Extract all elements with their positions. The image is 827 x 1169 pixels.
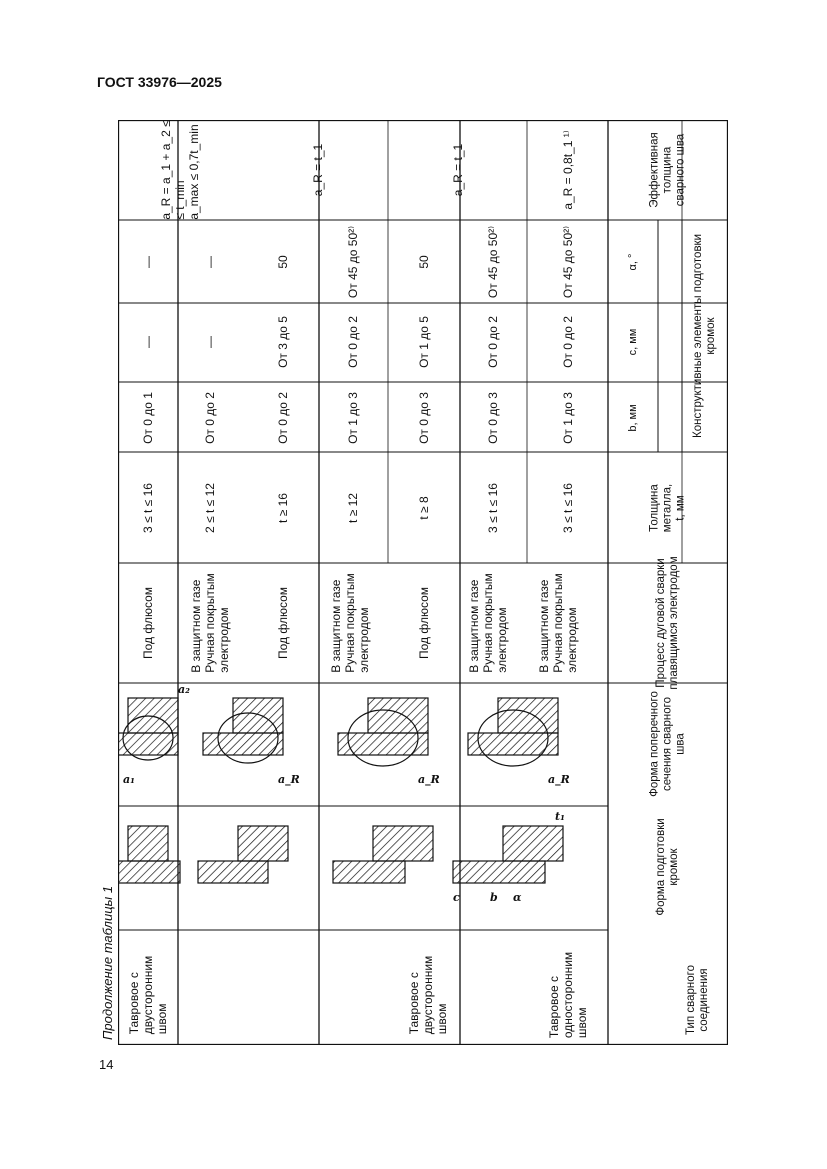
label-aR: a_R [548,773,570,786]
alpha-g4r2: — [141,256,155,268]
document-header: ГОСТ 33976—2025 [97,74,222,90]
continuation-caption: Продолжение таблицы 1 [100,885,115,1040]
header-cross-section: Форма поперечного сечения сварного шва [648,691,687,797]
b-g2r1: От 0 до 3 [486,392,500,444]
thickness-g3r2: t ≥ 16 [276,493,290,523]
process-g3r2: Под флюсом [276,586,290,660]
process-g4r2: Под флюсом [141,586,155,660]
c-g4r2: — [141,336,155,348]
c-g3r2: От 3 до 5 [276,316,290,368]
effective-g3: a_R = t_1 [311,143,325,197]
process-g3r1: В защитном газе Ручная покрытым электродом [329,573,371,673]
thickness-g2r2: t ≥ 8 [417,496,431,520]
header-edge-prep: Форма подготовки кромок [655,818,680,916]
c-g3r1: От 0 до 2 [346,316,360,368]
alpha-g4r1: — [203,256,217,268]
label-a1: a₁ [123,773,135,786]
process-g2r1: В защитном газе Ручная покрытым электродом [467,573,509,673]
b-g4r1: От 0 до 2 [203,392,217,444]
b-g3r1: От 1 до 3 [346,392,360,444]
joint-type-group1: Тавровое с односторонним швом [547,951,589,1039]
joint-type-group2: Тавровое с двусторонним швом [407,955,449,1035]
page-number: 14 [99,1057,114,1072]
header-effective: Эффективная толщина сварного шва [648,132,687,208]
alpha-g2r2: 50 [417,255,431,269]
thickness-g1r1: 3 ≤ t ≤ 16 [561,483,575,533]
thickness-g3r1: t ≥ 12 [346,493,360,523]
header-joint-type: Тип сварного соединения [685,965,710,1035]
label-b: b [490,891,498,904]
header-c: c, мм [627,328,639,356]
effective-g1: a_R = 0,8t_1 ¹⁾ [561,130,575,210]
effective-g4: a_R = a_1 + a_2 ≤ ≤ t_min a_max ≤ 0,7t_min [159,120,201,220]
cross-section-drawings [118,683,608,806]
thickness-g4r1: 2 ≤ t ≤ 12 [203,483,217,533]
label-aR-2: a_R [418,773,440,786]
c-g1r1: От 0 до 2 [561,316,575,368]
thickness-g4r2: 3 ≤ t ≤ 16 [141,483,155,533]
c-g2r2: От 1 до 5 [417,316,431,368]
process-g2r2: Под флюсом [417,586,431,660]
process-g1r1: В защитном газе Ручная покрытым электродом [537,573,579,673]
b-g3r2: От 0 до 2 [276,392,290,444]
header-b: b, мм [627,404,639,432]
label-a2: a₂ [178,683,190,696]
alpha-g3r1: От 45 до 50²⁾ [346,225,360,299]
alpha-g1r1: От 45 до 50²⁾ [561,225,575,299]
label-c: c [453,891,460,904]
edge-prep-drawings [118,806,608,930]
header-constructive: Конструктивные элементы подготовки кромок [692,233,717,439]
thickness-g2r1: 3 ≤ t ≤ 16 [486,483,500,533]
welded-joint-table [118,120,728,1045]
effective-g2: a_R = t_1 [451,143,465,197]
joint-type-group4: Тавровое с двусторонним швом [127,955,169,1035]
header-process: Процесс дуговой сварки плавящимся электродом [655,556,680,690]
process-g4r1: В защитном газе Ручная покрытым электродом [189,573,231,673]
b-g4r2: От 0 до 1 [141,392,155,444]
b-g2r2: От 0 до 3 [417,392,431,444]
label-alpha: α [513,891,522,904]
label-aR-3: a_R [278,773,300,786]
alpha-g3r2: 50 [276,255,290,269]
c-g2r1: От 0 до 2 [486,316,500,368]
alpha-g2r1: От 45 до 50²⁾ [486,225,500,299]
b-g1r1: От 1 до 3 [561,392,575,444]
label-t1: t₁ [555,810,565,823]
header-alpha: α, ° [627,253,639,271]
header-thickness: Толщина металла, t, мм [648,483,687,533]
c-g4r1: — [203,336,217,348]
